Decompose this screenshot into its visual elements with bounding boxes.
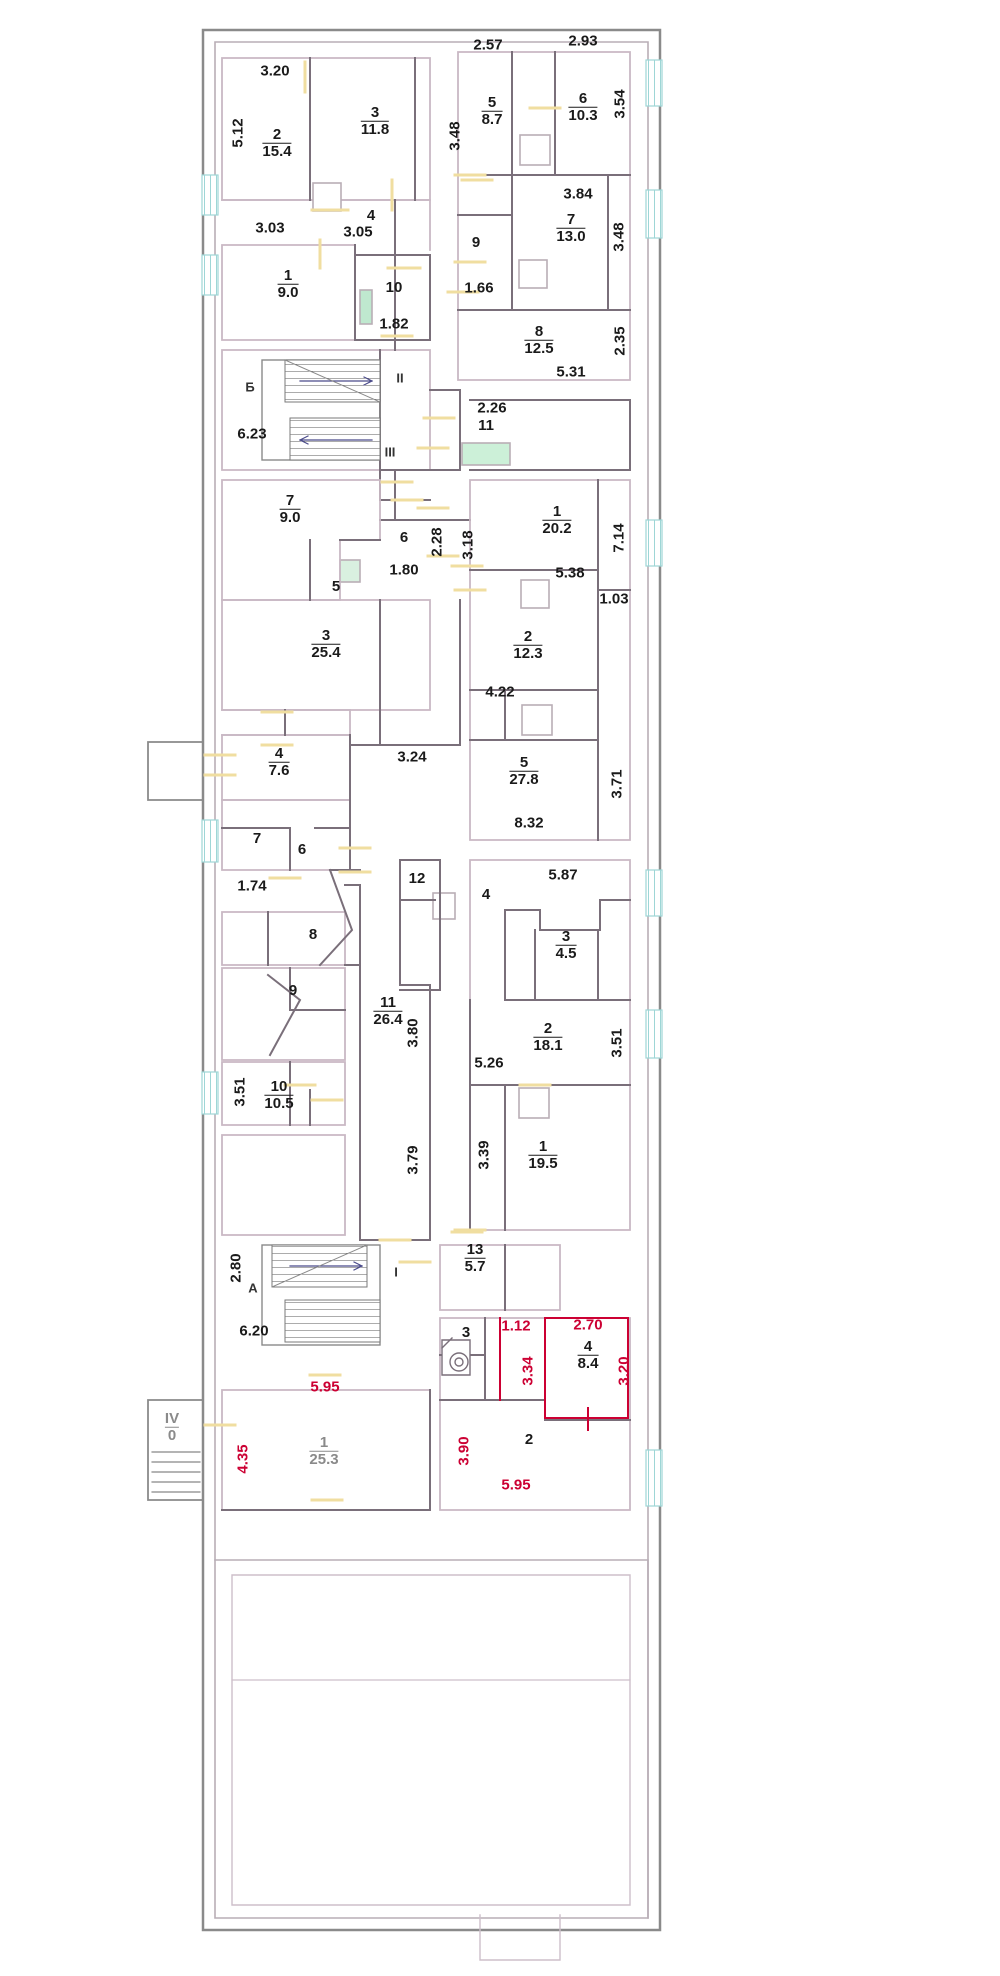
room-area: 26.4 (373, 1010, 403, 1028)
dimension-label: 5.95 (501, 1476, 531, 1494)
room-area: 4.5 (555, 944, 577, 962)
room-number: 2 (543, 1019, 553, 1037)
dimension-label: 3.48 (446, 121, 464, 151)
room-area: 8.4 (577, 1354, 599, 1372)
dimension-label: 6.20 (239, 1322, 269, 1340)
room-label (311, 628, 340, 661)
room-number: 9 (288, 982, 298, 1000)
dimension-label: 3.84 (563, 185, 593, 203)
room-label (482, 887, 490, 903)
room-label (309, 927, 317, 943)
room-label (533, 1021, 562, 1054)
room-area: 25.4 (311, 643, 341, 661)
room-number: 3 (461, 1324, 471, 1342)
room-area: 5.7 (464, 1257, 486, 1275)
room-number: 9 (471, 234, 481, 252)
room-number: 2 (272, 125, 282, 143)
room-label (465, 1242, 486, 1275)
room-label (367, 208, 375, 224)
room-label (542, 504, 571, 537)
dimension-label: 1.03 (599, 590, 629, 608)
room-label (264, 1079, 293, 1112)
room-label (361, 105, 389, 138)
room-label (556, 212, 585, 245)
room-label (525, 1432, 533, 1448)
dimension-label: 1.80 (389, 561, 419, 579)
room-number: IV (164, 1409, 180, 1427)
room-area: 18.1 (533, 1036, 563, 1054)
dimension-label: 3.39 (475, 1140, 493, 1170)
room-area: 19.5 (528, 1154, 558, 1172)
room-number: 3 (370, 103, 380, 121)
dimension-label: 1.12 (501, 1317, 531, 1335)
room-area: 12.5 (524, 339, 554, 357)
room-number: 4 (481, 886, 491, 904)
room-label (262, 127, 291, 160)
room-label (409, 871, 426, 887)
dimension-label: 3.51 (608, 1028, 626, 1058)
room-label (528, 1139, 557, 1172)
dimension-label: 2.57 (473, 36, 503, 54)
room-area: 12.3 (513, 644, 543, 662)
room-label (298, 842, 306, 858)
dimension-label: 3.20 (615, 1356, 633, 1386)
section-label: I (394, 1264, 398, 1280)
room-label (332, 579, 340, 595)
room-label (556, 929, 577, 962)
room-area: 10.3 (568, 106, 598, 124)
dimension-label: 5.38 (555, 564, 585, 582)
dimension-label: 5.31 (556, 363, 586, 381)
room-number: 4 (583, 1337, 593, 1355)
room-area: 7.6 (268, 761, 290, 779)
dimension-label: 7.14 (610, 523, 628, 553)
room-label (482, 95, 503, 128)
dimension-label: 3.34 (519, 1356, 537, 1386)
room-number: 5 (519, 753, 529, 771)
room-label (478, 418, 494, 434)
room-area: 0 (165, 1427, 179, 1444)
dimension-label: 3.24 (397, 748, 427, 766)
room-label (509, 755, 538, 788)
room-number: 7 (252, 830, 262, 848)
dimension-label: 3.05 (343, 223, 373, 241)
room-number: 2 (523, 627, 533, 645)
room-number: 6 (578, 89, 588, 107)
room-label (165, 1411, 179, 1444)
room-area: 10.5 (264, 1094, 294, 1112)
section-label: III (384, 444, 396, 460)
room-label (472, 235, 480, 251)
room-area: 9.0 (279, 508, 301, 526)
dimension-label: 3.18 (459, 530, 477, 560)
room-area: 11.8 (360, 120, 390, 138)
dimension-label: 3.90 (455, 1436, 473, 1466)
dimension-label: 1.66 (464, 279, 494, 297)
room-number: 1 (538, 1137, 548, 1155)
room-label (373, 995, 402, 1028)
room-area: 13.0 (556, 227, 586, 245)
room-label (269, 746, 290, 779)
room-number: 12 (408, 870, 426, 888)
room-area: 20.2 (542, 519, 572, 537)
room-number: 3 (321, 626, 331, 644)
dimension-label: 5.87 (548, 866, 578, 884)
room-label (462, 1325, 470, 1341)
room-number: 1 (319, 1433, 329, 1451)
dimension-label: 1.74 (237, 877, 267, 895)
dimension-label: 3.80 (404, 1018, 422, 1048)
room-number: 8 (308, 926, 318, 944)
dimension-label: 2.80 (227, 1253, 245, 1283)
dimension-label: 2.70 (573, 1316, 603, 1334)
room-label (524, 324, 553, 357)
room-number: 8 (534, 322, 544, 340)
room-area: 27.8 (509, 770, 539, 788)
dimension-label: 2.28 (428, 527, 446, 557)
dimension-label: 5.95 (310, 1378, 340, 1396)
section-label: II (396, 370, 404, 386)
room-label (400, 530, 408, 546)
room-number: 6 (297, 841, 307, 859)
dimension-label: 3.20 (260, 62, 290, 80)
room-area: 9.0 (277, 283, 299, 301)
room-label (280, 493, 301, 526)
room-number: 10 (385, 279, 403, 297)
room-area: 8.7 (481, 110, 503, 128)
dimension-label: 5.26 (474, 1054, 504, 1072)
room-number: 11 (478, 417, 494, 435)
room-number: 4 (274, 744, 284, 762)
dimension-label: 4.35 (234, 1444, 252, 1474)
room-label (513, 629, 542, 662)
room-number: 1 (552, 502, 562, 520)
room-number: 5 (487, 93, 497, 111)
room-number: 1 (283, 266, 293, 284)
dimension-label: 2.26 (477, 399, 507, 417)
room-number: 6 (399, 529, 409, 547)
room-label (568, 91, 597, 124)
dimension-label: 4.22 (485, 683, 515, 701)
room-label (278, 268, 299, 301)
room-number: 11 (380, 993, 396, 1011)
room-number: 4 (366, 207, 376, 225)
dimension-label: 3.48 (610, 222, 628, 252)
room-label (289, 983, 297, 999)
dimension-label: 3.51 (231, 1077, 249, 1107)
dimension-label: 6.23 (237, 425, 267, 443)
dimension-label: 8.32 (514, 814, 544, 832)
room-area: 15.4 (262, 142, 292, 160)
dimension-label: 2.35 (611, 326, 629, 356)
room-number: 10 (270, 1077, 288, 1095)
room-number: 13 (466, 1240, 484, 1258)
dimension-label: 2.93 (568, 32, 598, 50)
room-number: 7 (566, 210, 576, 228)
dimension-label: 1.82 (379, 315, 409, 333)
room-label (578, 1339, 599, 1372)
room-number: 2 (524, 1431, 534, 1449)
section-label: Б (245, 379, 255, 395)
room-label (309, 1435, 338, 1468)
dimension-label: 5.12 (229, 118, 247, 148)
dimension-label: 3.79 (404, 1145, 422, 1175)
dimension-label: 3.54 (611, 89, 629, 119)
room-number: 3 (561, 927, 571, 945)
dimension-label: 3.03 (255, 219, 285, 237)
dimension-label: 3.71 (608, 769, 626, 799)
room-label (386, 280, 403, 296)
room-number: 7 (285, 491, 295, 509)
section-label: А (248, 1280, 258, 1296)
room-label (253, 831, 261, 847)
room-area: 25.3 (309, 1450, 339, 1468)
room-number: 5 (331, 578, 341, 596)
